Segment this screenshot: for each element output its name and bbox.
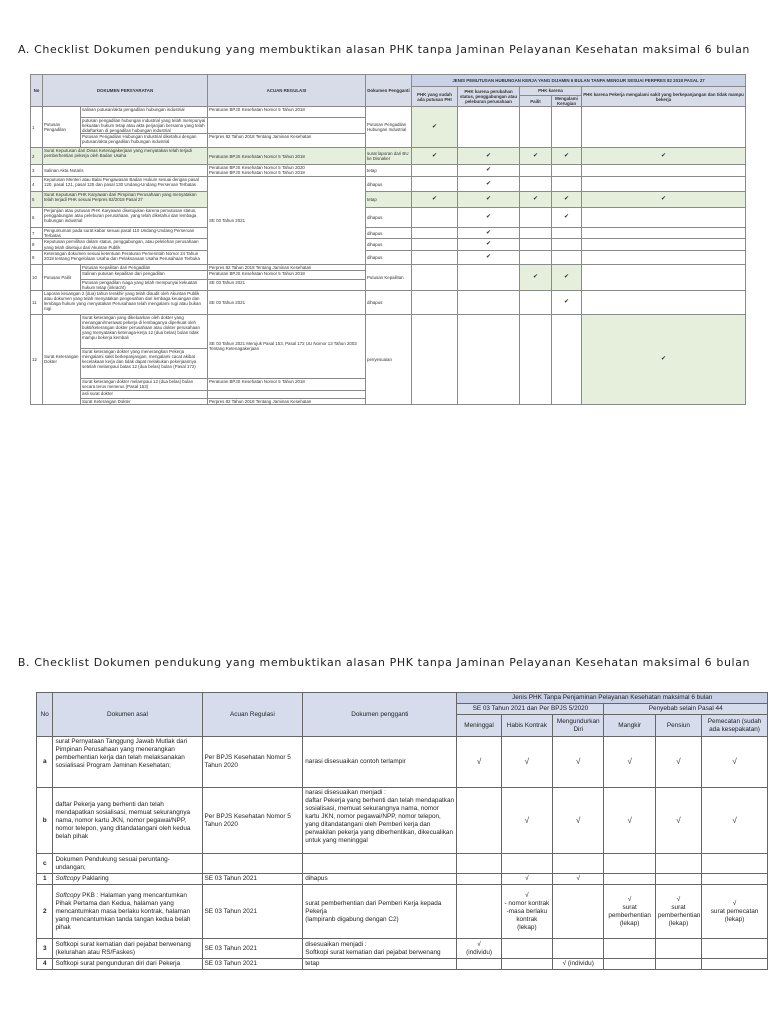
table-a-row: 4 Keputusan Menteri atau Balai Pengawasan Badan Hukum sesuai dengan pasal 120, pasal 121, pasal 125 dan pasal 130 Undang-Undang Perseroan Terbatas SE 03 Tahun 2021 dihapus ✔: [31, 177, 746, 192]
col-pensiun: Pensiun: [655, 715, 701, 737]
col-j3b: Mengalami Kerugian: [552, 96, 582, 107]
check-mark: √: [702, 788, 768, 854]
col-dokumen: DOKUMEN PERSYARATAN: [43, 75, 208, 107]
col-dokumen-pengganti: Dokumen pengganti: [303, 693, 457, 737]
check-mark: √: [553, 737, 604, 788]
table-b-row: a surat Pernyataan Tanggung Jawab Mutlak dari Pimpinan Perusahaan yang menerangkan pemberhentian kerja dan telah melaksanakan sosialisasi Program Jaminan Kesehatan; Per BPJS Kesehatan Nomor 5 Tahun 2020 narasi disesuaikan contoh terlampir √ √ √ √ √ √: [37, 737, 768, 788]
col-pemecatan: Pemecatan (sudah ada kesepakatan): [702, 715, 768, 737]
col-no: No: [37, 693, 53, 737]
col-j2: PHK karena perubahan status, penggabungan atau peleburan perusahaan: [458, 87, 520, 107]
section-a-title: A. Checklist Dokumen pendukung yang membuktikan alasan PHK tanpa Jaminan Pelayanan Kesehatan maksimal 6 bulan: [18, 43, 750, 56]
col-no: No: [31, 75, 43, 107]
table-a-row: 2 Surat Keputusan dari Dinas Ketenagakerjaan yang menyatakan telah terjadi pemberhentian pekerja oleh Badan Usaha Peraturan BPJS Kesehatan Nomor 5 Tahun 2018 surat laporan dari BU ke Disnaker ✔ ✔ ✔ ✔ ✔: [31, 148, 746, 165]
table-a-row: 8 Keputusan pemilihan dalam status, penggabungan, atau pelelehan perusahaan yang telah disetujui dari Akuntan Publik dihapus ✔: [31, 239, 746, 250]
table-b-row: 3 Softkopi surat kematian dari pejabat berwenang (kelurahan atau RS/Faskes) SE 03 Tahun 2021 disesuaikan menjadi : Softkopi surat kematian dari pejabat berwenang √ (individu): [37, 939, 768, 959]
table-a-row: 1 Putusan Pengadilan salinan putusan/akta pengadilan hubungan industrial Peraturan BPJS Kesehatan Nomor 5 Tahun 2018 Putusan Pengadilan Hubungan Industrial ✔: [31, 107, 746, 118]
check-mark: √: [457, 737, 501, 788]
table-b-row: 2 Softcopy PKB : Halaman yang mencantumkan Pihak Pertama dan Kedua, halaman yang mencantumkan masa berlaku kontrak, halaman yang mencantumkan tanda tangan kedua belah pihak SE 03 Tahun 2021 surat pemberhentian dari Pemberi Kerja kepada Pekerja (lampiranb digabung dengan C2) √ - nomor kontrak -masa berlaku kontrak (lekap) √ surat pemberhentian (lekap) √ surat pemberhentian (lekap) √ surat pemecatan (lekap): [37, 885, 768, 939]
check-mark: √: [501, 874, 552, 885]
col-pengganti: Dokumen Pengganti: [366, 75, 412, 107]
check-mark: √: [655, 788, 701, 854]
table-a-row: 5 Surat Keputusan PHK Karyawan dari Pimpinan Perusahaan yang menyatakan telah terjadi PHK sesuai Perpres 82/2018 Pasal 27 tetap ✔ ✔ ✔ ✔ ✔: [31, 192, 746, 208]
table-b-row: 4 Softkopi surat pengunduran diri dari Pekerja SE 03 Tahun 2021 tetap √ (individu): [37, 959, 768, 970]
check-mark: √: [604, 788, 655, 854]
table-a-row: 3 Salinan Akta Notaris Peraturan BPJS Kesehatan Nomor 5 Tahun 2020 Peraturan BPJS Kesehatan Nomor 5 Tahun 2018 tetap ✔: [31, 165, 746, 177]
check-mark: √: [553, 788, 604, 854]
checklist-table-b: [36, 692, 768, 970]
col-acuan: ACUAN REGULASI: [208, 75, 366, 107]
table-a-row: 10 Putusan Pailit Putusan Kepailitan dari Pengadilan Perpres 82 Tahun 2018 Tentang Jaminan Kesehatan Putusan Kepailitan ✔ ✔: [31, 264, 746, 270]
col-habis-kontrak: Habis Kontrak: [501, 715, 552, 737]
table-b-row: c Dokumen Pendukung sesuai peruntang-undangan;: [37, 854, 768, 874]
table-a-row: 9 Keterangan dokumen sesuai ketentuan Peraturan Pemerintah Nomor 24 Tahun 2018 tentang Pengelolaan Usaha dan Pelaksanaan Usaha Perusahaan Terbuka dihapus ✔: [31, 250, 746, 264]
col-group-jenis: Jenis PHK Tanpa Penjaminan Pelayanan Kesehatan maksimal 6 bulan: [457, 693, 768, 704]
col-dokumen-asal: Dokumen asal: [53, 693, 202, 737]
col-acuan-regulasi: Acuan Regulasi: [202, 693, 303, 737]
check-mark: √: [655, 737, 701, 788]
col-mangkir: Mangkir: [604, 715, 655, 737]
col-j3: PHK karena: [520, 87, 582, 96]
col-jenis-group: JENIS PEMUTUSAN HUBUNGAN KERJA YANG DIJAMIN 6 BULAN TANPA MENGUR SESUAI PERPRES 82 2018 PASAL 27: [412, 75, 746, 87]
table-a-row: 7 Pengumuman pada surat kabar sesuai pasal 110 Undang-Undang Perseroan Terbatas dihapus ✔: [31, 228, 746, 239]
check-mark: √: [604, 737, 655, 788]
table-a-row: 6 Perjanjian atau putusan PHK Karyawan disetujukan karena pemutusan status, penggabungan atau peleburan perusahaan, yang telah diketahui dan lembaga hubungan industrial dihapus ✔ ✔: [31, 208, 746, 228]
table-a-row: 12 Surat Keterangan Dokter Surat keterangan yang dikeluarkan oleh dokter yang menangani/merawat pekerja di lembaganya diperkuat oleh bukti/keterangan dokter perusahaan atau dokter perusahaan yang menyatakan ketenaga-kerja 12 (dua belas) bulan tidak mampu bekerja kembali SE 03 Tahun 2021 Merujuk Pasal 153, Pasal 172 UU Nomor 13 Tahun 2003 Tentang Ketenagakerjaan penyesuaian ✔: [31, 314, 746, 348]
check-mark: √: [501, 737, 552, 788]
table-a-row: 11 Laporan keuangan 2 (dua) tahun terakhir yang telah diaudit oleh Akuntan Publik atau dokumen yang telah menyatakan pengesahan dari lembaga keuangan dan lembaga hukum yang menyatakan Perusahaan telah mengalami rugi atau bukan rugi SE 03 Tahun 2021 dihapus ✔: [31, 290, 746, 314]
col-mengundurkan-diri: Mengundurkan Diri: [553, 715, 604, 737]
col-j4: PHK karena Pekerja mengalami sakit yang berkepanjangan dan tidak mampu bekerja: [582, 87, 746, 107]
check-mark: √: [553, 874, 604, 885]
table-b-row: 1 Softcopy Paklaring SE 03 Tahun 2021 dihapus √ √: [37, 874, 768, 885]
col-j3a: Pailit: [520, 96, 552, 107]
col-meninggal: Meninggal: [457, 715, 501, 737]
table-b-row: b daftar Pekerja yang berhenti dan telah mendapatkan sosialisasi, memuat sekurangnya nama, nomor kartu JKN, nomor pegawai/NPP, nomor telepon, yang ditandatangani oleh kedua belah pihak Per BPJS Kesehatan Nomor 5 Tahun 2020 narasi disesuaikan menjadi : daftar Pekerja yang berhenti dan telah mendapatkan sosialisasi, memuat sekurangnya nama, nomor kartu JKN, nomor pegawai/NPP, nomor telepon, yang ditandatangani oleh Pemberi kerja dan perwakilan pekerja yang diberhentikan, dikecualikan untuk yang meninggal √ √ √ √ √: [37, 788, 768, 854]
section-b-title: B. Checklist Dokumen pendukung yang membuktikan alasan PHK tanpa Jaminan Pelayanan Kesehatan maksimal 6 bulan: [17, 656, 751, 669]
checklist-table-a: No DOKUMEN PERSYARATAN ACUAN REGULASI Dokumen Pengganti JENIS PEMUTUSAN HUBUNGAN KERJA YANG DIJAMIN 6 BULAN TANPA MENGUR SESUAI PERPRES 82 2018 PASAL 27 PHK yang sudah ada putusan PHI PHK karena perubahan status, penggabungan atau peleburan perusahaan PHK karena PHK karena Pekerja mengalami sakit yang berkepanjangan dan tidak mampu bekerja Pailit Mengalami Kerugian 1 Putusan Pengadilan salinan putusan/akta pengadilan hubungan industrial Peraturan BPJS Kesehatan Nomor 5 Tahun 2018 Putusan Pengadilan Hubungan Industrial ✔ putusan pengadilan hubungan industrial yang telah mempunyai kekuatan hukum tetap atau akta perjanjian bersama yang telah didaftarkan di pengadilan hubungan industrial Putusan Pengadilan Hubungan Industrial diketahui dengan putusan/akta pengadilan hubungan industrial Perpres 82 Tahun 2018 Tentang Jaminan Kesehatan 2 Surat Keputusan dari Dinas Ketenagakerjaan yang menyatakan telah terjadi pemberhentian pekerja oleh Badan Usaha Peraturan BPJS Kesehatan Nomor 5 Tahun 2018 surat laporan dari BU ke Disnaker ✔ ✔ ✔ ✔ ✔ 3 Salinan Akta Notaris Peraturan BPJS Kesehatan Nomor 5 Tahun 2020 Peraturan BPJS Kesehatan Nomor 5 Tahun 2018 tetap ✔ 4 Keputusan Menteri atau Balai Pengawasan Badan Hukum sesuai dengan pasal 120, pasal 121, pasal 125 dan pasal 130 Undang-Undang Perseroan Terbatas SE 03 Tahun 2021 dihapus ✔ 5 Surat Keputusan PHK Karyawan dari Pimpinan Perusahaan yang menyatakan telah terjadi PHK sesuai Perpres 82/2018 Pasal 27 tetap ✔ ✔ ✔ ✔ ✔ 6 Perjanjian atau putusan PHK Karyawan disetujukan karena pemutusan status, penggabungan atau peleburan perusahaan, yang telah diketahui dan lembaga hubungan industrial dihapus ✔ ✔ 7 Pengumuman pada surat kabar sesuai pasal 110 Undang-Undang Perseroan Terbatas dihapus ✔ 8 Keputusan pemilihan dalam status, penggabungan, atau pelelehan perusahaan yang telah disetujui dari Akuntan Publik dihapus ✔ 9 Keterangan dokumen sesuai ketentuan Peraturan Pemerintah Nomor 24 Tahun 2018 tentang Pengelolaan Usaha dan Pelaksanaan Usaha Perusahaan Terbuka dihapus ✔ 10 Putusan Pailit Putusan Kepailitan dari Pengadilan Perpres 82 Tahun 2018 Tentang Jaminan Kesehatan Putusan Kepailitan ✔ ✔ Salinan putusan kepailitan dari pengadilan Peraturan BPJS Kesehatan Nomor 5 Tahun 2018 Putusan pengadilan niaga yang telah mempunyai kekuatan hukum tetap (inkracht) SE 03 Tahun 2021 11 Laporan keuangan 2 (dua) tahun terakhir yang telah diaudit oleh Akuntan Publik atau dokumen yang telah menyatakan pengesahan dari lembaga keuangan dan lembaga hukum yang menyatakan Perusahaan telah mengalami rugi atau bukan rugi SE 03 Tahun 2021 dihapus ✔ 12 Surat Keterangan Dokter Surat keterangan yang dikeluarkan oleh dokter yang menangani/merawat pekerja di lembaganya diperkuat oleh bukti/keterangan dokter perusahaan atau dokter perusahaan yang menyatakan ketenaga-kerja 12 (dua belas) bulan tidak mampu bekerja kembali SE 03 Tahun 2021 Merujuk Pasal 153, Pasal 172 UU Nomor 13 Tahun 2003 Tentang Ketenagakerjaan penyesuaian ✔ Surat keterangan dokter yang menerangkan Pekerja mengalami sakit berkepanjangan, mengalami cacat akibat kecelakaan kerja dan tidak dapat melakukan pekerjaannya setelah melampaui batas 12 (dua belas) bulan (Pasal 172) Surat keterangan dokter melampaui 12 (dua belas) bulan secara terus menerus (Pasal 153) Peraturan BPJS Kesehatan Nomor 5 Tahun 2018 asli surat dokter Surat Keterangan Dokter Perpres 82 Tahun 2018 Tentang Jaminan Kesehatan: [30, 74, 746, 405]
check-mark: √: [702, 737, 768, 788]
check-mark: ✔: [412, 107, 458, 148]
col-sub-se03: SE 03 Tahun 2021 dan Per BPJS 5/2020: [457, 704, 604, 715]
check-mark: √: [501, 788, 552, 854]
col-j1: PHK yang sudah ada putusan PHI: [412, 87, 458, 107]
col-sub-penyebab: Penyebab selain Pasal 44: [604, 704, 768, 715]
